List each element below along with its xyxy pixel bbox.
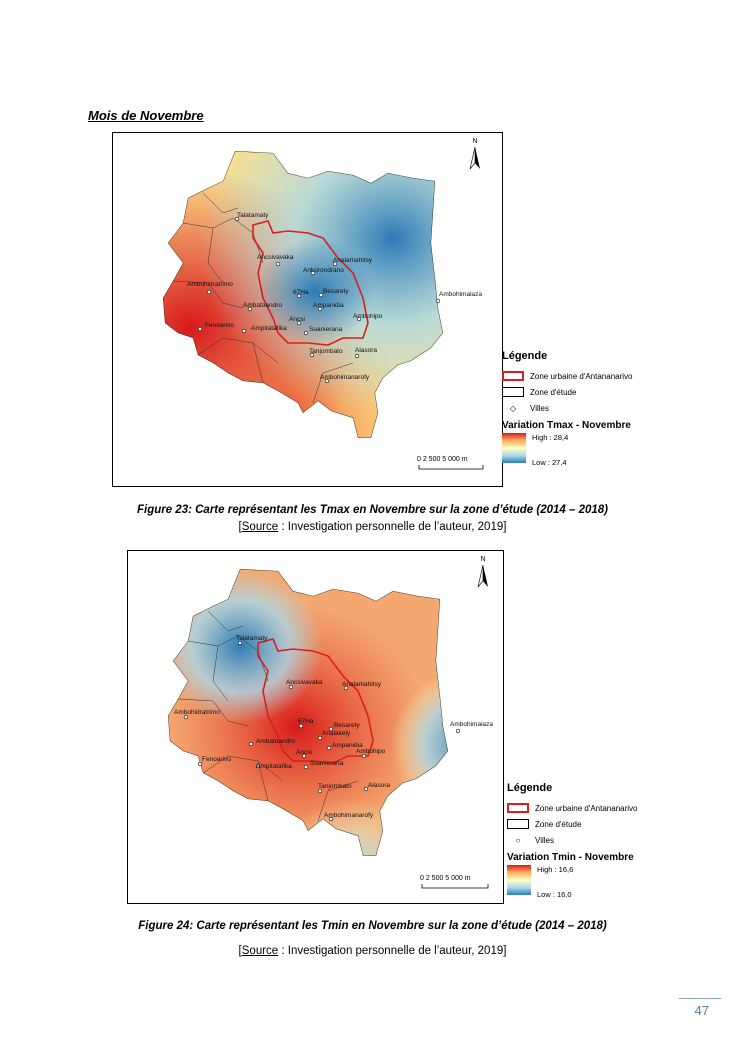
north-arrow-icon (478, 556, 488, 587)
figure-24-caption: Figure 24: Carte représentant les Tmin en Novembre sur la zone d’étude (2014 – 2018) (138, 920, 607, 932)
legend-study-label: Zone d'étude (530, 387, 577, 397)
figure-24-source: [Source : Investigation personnelle de l’auteur, 2019] (238, 945, 507, 957)
tmax-map (112, 132, 503, 487)
place-label: Talatamaty (237, 212, 269, 219)
tmin-map-canvas (128, 551, 503, 903)
place-label: Analamahitsy (342, 681, 382, 688)
figure-23-caption: Figure 23: Carte représentant les Tmax en Novembre sur la zone d’étude (2014 – 2018) (136, 504, 609, 516)
tmax-surface (113, 133, 502, 486)
legend-urban-label: Zone urbaine d'Antananarivo (530, 371, 633, 381)
tmin-surface (128, 551, 503, 903)
place-label: Ambohidratrimo (187, 281, 233, 288)
study-zone-swatch (507, 819, 529, 829)
ramp-high-label: High : 16,6 (537, 865, 574, 874)
tmin-map (127, 550, 504, 904)
place-label: Ambohipo (353, 313, 383, 320)
place-label: Ampitatafika (251, 325, 287, 332)
ramp-low-label: Low : 16,0 (537, 890, 572, 899)
legend-title: Légende (502, 350, 548, 362)
variation-title: Variation Tmin - Novembre (507, 852, 634, 863)
variation-title: Variation Tmax - Novembre (502, 420, 631, 431)
place-label: Ancsivavaka (286, 679, 323, 686)
place-label: Analamahitsy (333, 257, 373, 264)
place-label: Alasora (355, 347, 378, 354)
place-label: Ancsi (289, 316, 305, 323)
place-label: Ankorondrano (303, 267, 344, 274)
urban-zone-swatch (502, 371, 524, 381)
tmax-map-canvas (113, 133, 502, 486)
place-label: Soanierana (310, 760, 344, 767)
place-label: Besarety (323, 288, 349, 295)
tmax-legend (502, 350, 633, 467)
place-label: Ambohidratrimo (174, 709, 220, 716)
place-label: Besarety (334, 722, 360, 729)
tmin-legend (507, 782, 638, 899)
place-label: 67Ha (298, 718, 314, 725)
place-label: Ambohipo (356, 748, 386, 755)
scale-bar-label: 0 2 500 5 000 m (417, 456, 468, 463)
place-label: Ambatoandro (256, 738, 296, 745)
place-label: Ampanidia (313, 302, 344, 309)
page-number: 47 (694, 1003, 709, 1018)
source-text: : Investigation personnelle de l’auteur, 2019] (278, 521, 507, 533)
source-text: : Investigation personnelle de l’auteur, 2019] (278, 945, 507, 957)
study-zone-swatch (502, 387, 524, 397)
place-label: Fenoarivo (202, 756, 231, 763)
place-label: Soanierana (309, 326, 343, 333)
north-label: N (480, 556, 486, 563)
north-label: N (472, 138, 478, 145)
ramp-low-label: Low : 27,4 (532, 458, 567, 467)
legend-study-label: Zone d'étude (535, 819, 582, 829)
legend-cities-label: Villes (535, 835, 554, 845)
place-label: Ambohimanarofy (324, 812, 374, 819)
place-label: Ambohimanarofy (320, 374, 370, 381)
figure-23-source: [Source : Investigation personnelle de l’auteur, 2019] (238, 521, 507, 533)
place-label: Talatamaty (236, 635, 268, 642)
place-label: Ambatoandro (243, 302, 283, 309)
place-label: Ambohimalaza (439, 291, 482, 298)
scale-bar-label: 0 2 500 5 000 m (420, 875, 471, 882)
page-number-rule (679, 998, 721, 999)
place-label: Tanjombato (309, 348, 343, 355)
color-ramp (502, 433, 526, 463)
place-label: Fenoarivo (205, 322, 234, 329)
place-label: Ancsi (296, 749, 312, 756)
place-label: Analakely (322, 730, 351, 737)
legend-title: Légende (507, 782, 553, 794)
color-ramp (507, 865, 531, 895)
source-label: Source (241, 945, 279, 957)
place-label: Alasora (368, 782, 391, 789)
legend-cities-label: Villes (530, 403, 549, 413)
place-label: Ancsivavaka (257, 254, 294, 261)
place-label: 67Ha (293, 289, 309, 296)
place-label: Ampitatafika (256, 763, 292, 770)
place-label: Ambohimalaza (450, 721, 493, 728)
city-marker-icon: ◇ (509, 403, 517, 413)
place-label: Tanjombato (318, 783, 352, 790)
source-label: Source (241, 521, 279, 533)
city-marker-icon: ○ (515, 835, 521, 845)
legend-urban-label: Zone urbaine d'Antananarivo (535, 803, 638, 813)
north-arrow-icon (470, 138, 480, 169)
urban-zone-swatch (507, 803, 529, 813)
ramp-high-label: High : 28,4 (532, 433, 569, 442)
place-label: Ampanidia (332, 742, 363, 749)
section-heading: Mois de Novembre (88, 108, 204, 123)
scale-bar (420, 875, 488, 888)
scale-bar (417, 456, 483, 469)
